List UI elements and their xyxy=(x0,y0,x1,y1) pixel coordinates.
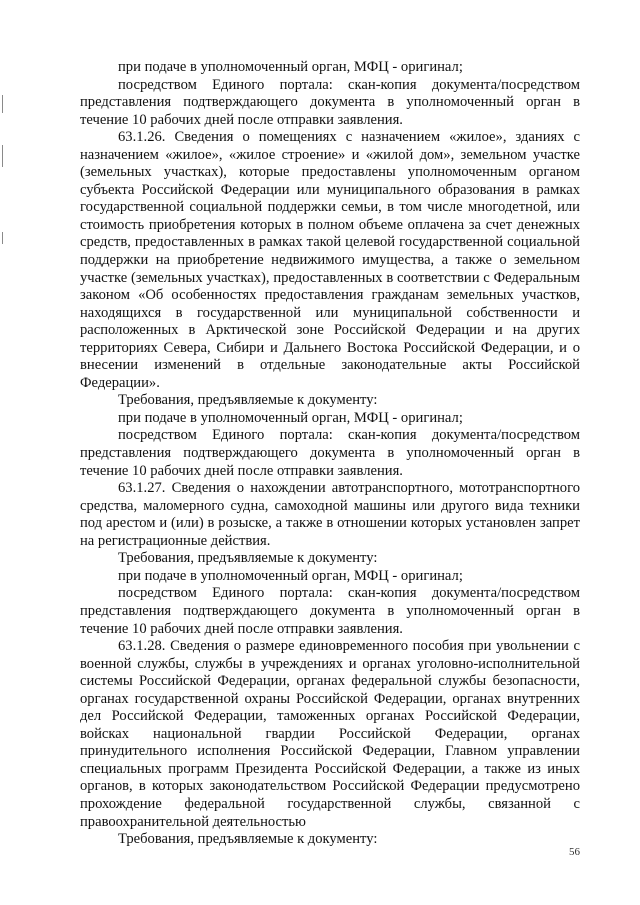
paragraph: посредством Единого портала: скан-копия документа/посредством представления подтверждающего документа в уполномоченный орган в течение 10 рабочих дней после отправки заявления. xyxy=(80,427,580,479)
document-body xyxy=(80,59,580,849)
paragraph: Требования, предъявляемые к документу: xyxy=(118,550,378,567)
paragraph-section-63-1-27: 63.1.27. Сведения о нахождении автотранспортного, мототранспортного средства, маломерного судна, самоходной машины или другого вида техники под арестом и (или) в розыске, а также в отношении которых установлен запрет на регистрационные действия. xyxy=(80,480,580,549)
page-number: 56 xyxy=(569,846,580,858)
scan-margin-mark xyxy=(2,95,3,113)
paragraph: Требования, предъявляемые к документу: xyxy=(118,392,378,409)
paragraph: посредством Единого портала: скан-копия документа/посредством представления подтверждающего документа в уполномоченный орган в течение 10 рабочих дней после отправки заявления. xyxy=(80,585,580,637)
scan-margin-mark xyxy=(2,232,3,244)
paragraph: Требования, предъявляемые к документу: xyxy=(118,831,378,848)
paragraph: при подаче в уполномоченный орган, МФЦ - оригинал; xyxy=(118,409,463,426)
paragraph-section-63-1-28: 63.1.28. Сведения о размере единовременного пособия при увольнении с военной службы, службы в учреждениях и органах уголовно-исполнительной системы Российской Федерации, органах федеральной службы безопасности, органах государственной охраны Российской Федерации, органах внутренних дел Российской Федерации, таможенных органах Российской Федерации, войсках национальной гвардии Российской Федерации, органах принудительного исполнения Российской Федерации, Главном управлении специальных программ Президента Российской Федерации, а также из иных органов, в которых законодательством Российской Федерации предусмотрено прохождение федеральной государственной службы, связанной с правоохранительной деятельностью xyxy=(80,638,580,830)
paragraph-section-63-1-26: 63.1.26. Сведения о помещениях с назначением «жилое», зданиях с назначением «жилое», «жилое строение» и «жилой дом», земельном участке (земельных участках), которые предоставлены уполномоченным органом субъекта Российской Федерации или муниципального образования в рамках государственной социальной поддержки семьи, в том числе многодетной, или стоимость приобретения которых в полном объеме оплачена за счет денежных средств, предоставленных в рамках такой целевой государственной социальной поддержки на приобретение недвижимого имущества, а также о земельном участке (земельных участках), предоставленных в соответствии с Федеральным законом «Об особенностях предоставления гражданам земельных участков, находящихся в государственной или муниципальной собственности и расположенных в Арктической зоне Российской Федерации и на других территориях Севера, Сибири и Дальнего Востока Российской Федерации, и о внесении изменений в отдельные законодательные акты Российской Федерации». xyxy=(80,129,580,391)
paragraph: посредством Единого портала: скан-копия документа/посредством представления подтверждающего документа в уполномоченный орган в течение 10 рабочих дней после отправки заявления. xyxy=(80,76,580,128)
scan-margin-mark xyxy=(2,145,3,167)
paragraph: при подаче в уполномоченный орган, МФЦ - оригинал; xyxy=(118,567,463,584)
paragraph: при подаче в уполномоченный орган, МФЦ - оригинал; xyxy=(118,59,463,75)
